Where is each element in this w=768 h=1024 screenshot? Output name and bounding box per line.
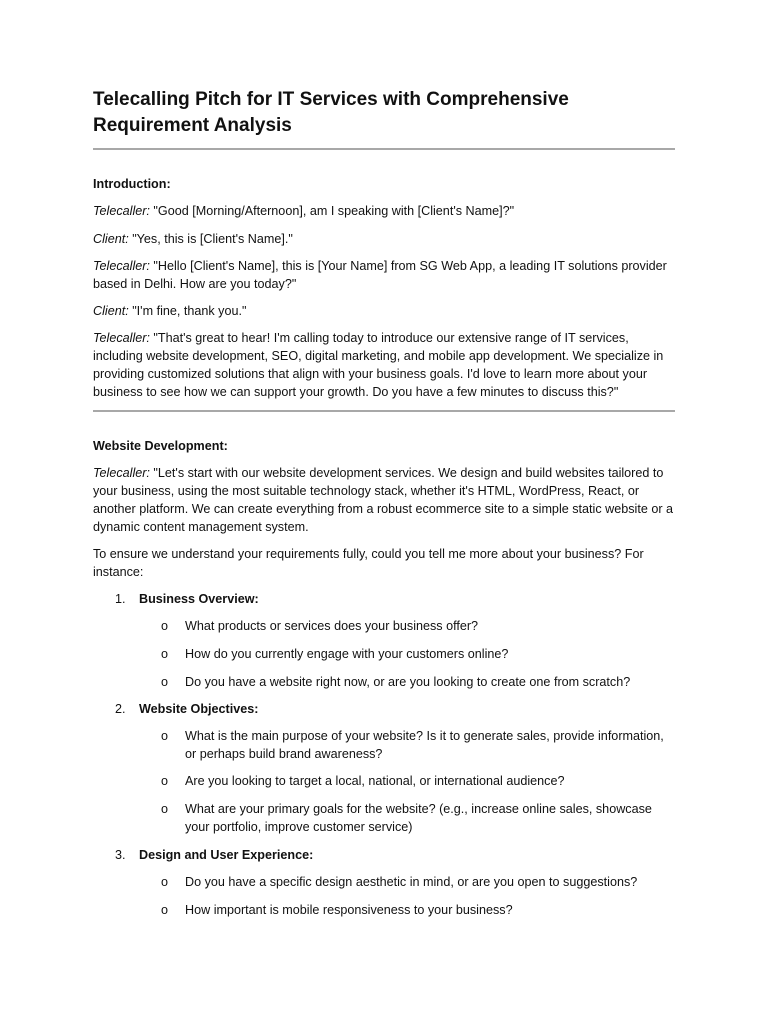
section-title: Design and User Experience:	[139, 848, 314, 862]
list-number: 3.	[115, 848, 126, 862]
list-number: 1.	[115, 592, 126, 606]
list-item: What is the main purpose of your website? Is it to generate sales, provide information, or perhaps build brand awareness?	[185, 729, 664, 761]
divider	[93, 410, 675, 412]
list-item: Do you have a website right now, or are you looking to create one from scratch?	[185, 675, 631, 689]
web-ask: To ensure we understand your requirements fully, could you tell me more about your business? For instance:	[93, 547, 644, 579]
bullet-icon: o	[161, 802, 169, 816]
bullet-icon: o	[161, 729, 169, 743]
list-item: Do you have a specific design aesthetic in mind, or are you open to suggestions?	[185, 875, 638, 889]
dialogue-line: Telecaller: "Good [Morning/Afternoon], am I speaking with [Client's Name]?"	[93, 204, 515, 218]
intro-heading: Introduction:	[93, 177, 171, 191]
list-item: What are your primary goals for the website? (e.g., increase online sales, showcase your portfolio, improve customer service)	[185, 802, 652, 834]
list-item: How important is mobile responsiveness to your business?	[185, 903, 513, 917]
section-title: Website Objectives:	[139, 702, 259, 716]
web-pitch: Telecaller: "Let's start with our website development services. We design and build websites tailored to your business, using the most suitable technology stack, whether it's HTML, WordPress, React, or another platform. We can create everything from a robust ecommerce site to a simple static website or a dynamic content management system.	[93, 466, 674, 534]
bullet-icon: o	[161, 774, 169, 788]
list-item: What products or services does your business offer?	[185, 619, 479, 633]
bullet-icon: o	[161, 875, 169, 889]
divider	[93, 148, 675, 150]
web-heading: Website Development:	[93, 439, 228, 453]
bullet-icon: o	[161, 647, 169, 661]
list-item: How do you currently engage with your customers online?	[185, 647, 509, 661]
dialogue-line: Telecaller: "That's great to hear! I'm calling today to introduce our extensive range of IT services, including website development, SEO, digital marketing, and mobile app development. We specialize in providing customized solutions that align with your business goals. I'd love to learn more about your business to see how we can support your growth. Do you have a few minutes to discuss this?"	[93, 331, 664, 399]
bullet-icon: o	[161, 619, 169, 633]
section-title: Business Overview:	[139, 592, 259, 606]
list-item: Are you looking to target a local, national, or international audience?	[185, 774, 565, 788]
document-title: Telecalling Pitch for IT Services with Comprehensive Requirement Analysis	[93, 89, 569, 136]
dialogue-line: Client: "Yes, this is [Client's Name]."	[93, 232, 293, 246]
bullet-icon: o	[161, 903, 169, 917]
bullet-icon: o	[161, 675, 169, 689]
dialogue-line: Telecaller: "Hello [Client's Name], this is [Your Name] from SG Web App, a leading IT solutions provider based in Delhi. How are you today?"	[93, 259, 667, 291]
dialogue-line: Client: "I'm fine, thank you."	[93, 304, 247, 318]
list-number: 2.	[115, 702, 126, 716]
